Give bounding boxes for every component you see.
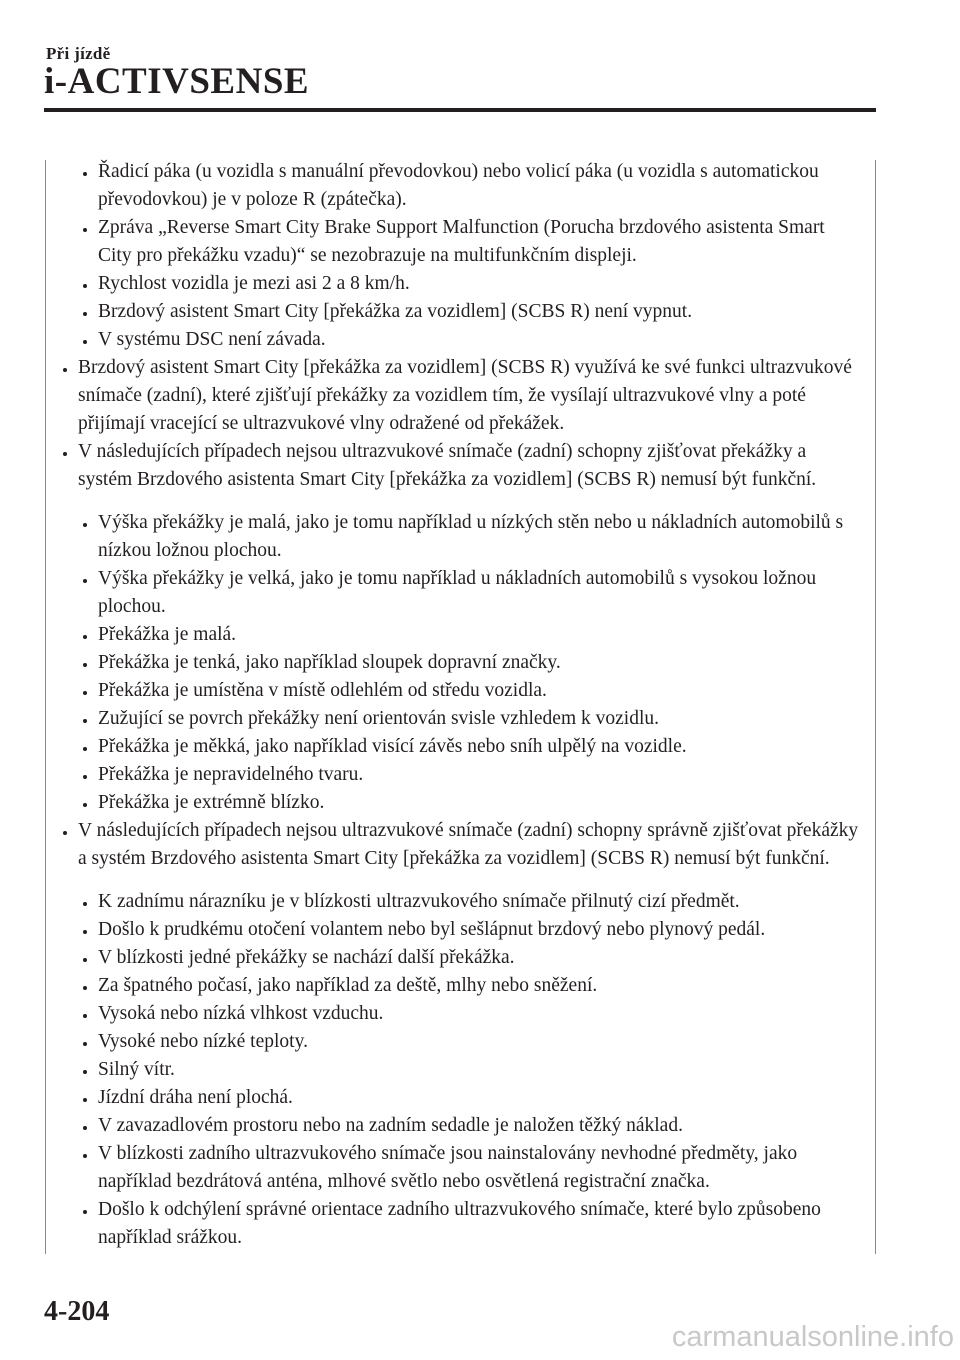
list-item: Řadicí páka (u vozidla s manuální převodovkou) nebo volicí páka (u vozidla s automatickou převodovkou) je v poloze R (zpátečka). [78, 158, 863, 214]
main-bullet-cannot-detect-correctly: V následujících případech nejsou ultrazvukové snímače (zadní) schopny správně zjišťovat překážky a systém Brzdového asistenta Smart City [překážka za vozidlem] (SCBS R) nemusí být funkční. [58, 817, 863, 873]
main-bullet-sensor-function: Brzdový asistent Smart City [překážka za vozidlem] (SCBS R) využívá ke své funkci ultrazvukové snímače (zadní), které zjišťují překážky za vozidlem tím, že vysílají ultrazvukové vlny a poté přijímají vracející se ultrazvukové vlny odražené od překážek. [58, 354, 863, 438]
conditions-list [58, 158, 863, 354]
list-item: Výška překážky je velká, jako je tomu například u nákladních automobilů s vysokou ložnou plochou. [78, 565, 863, 621]
list-item: Jízdní dráha není plochá. [78, 1084, 863, 1112]
list-item: Rychlost vozidla je mezi asi 2 a 8 km/h. [78, 270, 863, 298]
list-item: Silný vítr. [78, 1056, 863, 1084]
list-item: Vysoká nebo nízká vlhkost vzduchu. [78, 1000, 863, 1028]
title-rule [44, 108, 876, 112]
body-text [58, 158, 863, 1252]
page-number: 4-204 [44, 1296, 110, 1327]
list-item: Překážka je tenká, jako například sloupek dopravní značky. [78, 649, 863, 677]
left-margin-rule [45, 160, 46, 1254]
list-item: Zpráva „Reverse Smart City Brake Support Malfunction (Porucha brzdového asistenta Smart City pro překážku vzadu)“ se nezobrazuje na multifunkčním displeji. [78, 214, 863, 270]
chapter-title: i-ACTIVSENSE [44, 61, 310, 102]
list-item: V systému DSC není závada. [78, 326, 863, 354]
list-item: Překážka je extrémně blízko. [78, 789, 863, 817]
list-item: V zavazadlovém prostoru nebo na zadním sedadle je naložen těžký náklad. [78, 1112, 863, 1140]
condition-cases-list [58, 888, 863, 1252]
watermark: carmanualsonline.info [671, 1321, 954, 1353]
list-item: Výška překážky je malá, jako je tomu například u nízkých stěn nebo u nákladních automobilů s nízkou ložnou plochou. [78, 509, 863, 565]
list-item: Vysoké nebo nízké teploty. [78, 1028, 863, 1056]
list-item: Překážka je malá. [78, 621, 863, 649]
obstacle-cases-list [58, 509, 863, 817]
main-bullet-cannot-detect: V následujících případech nejsou ultrazvukové snímače (zadní) schopny zjišťovat překážky a systém Brzdového asistenta Smart City [překážka za vozidlem] (SCBS R) nemusí být funkční. [58, 438, 863, 494]
list-item: V blízkosti zadního ultrazvukového snímače jsou nainstalovány nevhodné předměty, jako například bezdrátová anténa, mlhové světlo nebo osvětlená registrační značka. [78, 1140, 863, 1196]
section-label: Při jízdě [46, 44, 111, 63]
right-margin-rule [875, 160, 876, 1254]
list-item: Překážka je umístěna v místě odlehlém od středu vozidla. [78, 677, 863, 705]
list-item: Zužující se povrch překážky není orientován svisle vzhledem k vozidlu. [78, 705, 863, 733]
list-item: Došlo k prudkému otočení volantem nebo byl sešlápnut brzdový nebo plynový pedál. [78, 916, 863, 944]
list-item: Za špatného počasí, jako například za deště, mlhy nebo sněžení. [78, 972, 863, 1000]
list-item: Brzdový asistent Smart City [překážka za vozidlem] (SCBS R) není vypnut. [78, 298, 863, 326]
list-item: Došlo k odchýlení správné orientace zadního ultrazvukového snímače, které bylo způsobeno například srážkou. [78, 1196, 863, 1252]
list-item: V blízkosti jedné překážky se nachází další překážka. [78, 944, 863, 972]
list-item: Překážka je nepravidelného tvaru. [78, 761, 863, 789]
list-item: Překážka je měkká, jako například visící závěs nebo sníh ulpělý na vozidle. [78, 733, 863, 761]
list-item: K zadnímu nárazníku je v blízkosti ultrazvukového snímače přilnutý cizí předmět. [78, 888, 863, 916]
